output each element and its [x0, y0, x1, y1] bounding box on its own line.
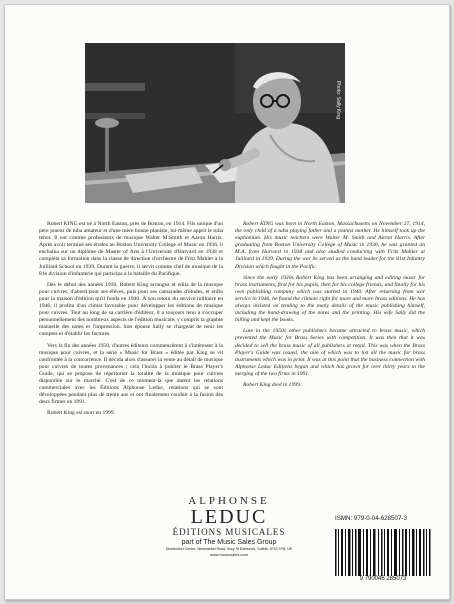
photo-illustration: [85, 43, 345, 203]
ismn-number: ISMN: 979-0-04-628507-3: [335, 515, 407, 522]
publisher-website: www.musicsales.com: [209, 552, 248, 557]
barcode: [327, 527, 439, 583]
portrait-photo: [85, 43, 345, 203]
english-paragraph: Robert KING was born in North Easton, Massachusetts on November 27, 1914, the only child of a tuba playing father and a pianist mother. He himself took up the euphonium. His music teachers were Walter M. Smith and Aaron Harris. After graduating from Boston University College of Music in 1936, he was granted an M.A. from Harvard in 1938 and also studied conducting with Fritz Mahler at Juilliard in 1939. During the war he served as the band leader for the 81st Infantry Division which fought in the Pacific.: [235, 221, 425, 270]
photo-credit: Photo: Sally King: [335, 80, 341, 119]
barcode-number: 9 790046 285073: [327, 576, 439, 582]
french-paragraph: Robert King est mort en 1999.: [47, 410, 116, 417]
english-biography: [235, 221, 425, 393]
french-paragraph: Vers la fin des années 1950, d'autres éditeurs commencèrent à s'intéresser à la musique pour cuivres, et la série « Music for Brass » éditée par King se vit confrontée à la concurrence. Il décida alors d'assurer la vente au détail de musique pour cuivres de toutes provenances ; cela l'incita à publier le Brass Player's Guide, qui se propose de répertorier la totalité de la musique pour cuivres disponible sur le marché. C'est de ce moment-là que datent les relations commerciales avec les Éditions Alphonse Leduc, relations qui se sont développées pendant plus de trente ans et ont finalement conduit à la fusion des deux firmes en 1991.: [39, 342, 223, 406]
english-paragraph: Robert King died in 1999.: [243, 381, 302, 388]
publisher-address: Distribution Centre, Newmarket Road, Bury St Edmunds, Suffolk, IP33 3YB, UK: [165, 547, 293, 551]
back-cover-page: [4, 4, 450, 600]
publisher-logo: [149, 495, 309, 557]
french-paragraph: Robert KING est né à North Easton, près de Boston, en 1914. Fils unique d'un père joueur de tuba amateur et d'une mère bonne pianiste, lui-même apprit le tuba ténor. Il eut comme professeurs de musique Walter M.Smith et Aaron Harris. Après avoir terminé ses études au Boston University College of Music en 1936, il enchaîna sur un diplôme de Master of Arts à l'Université d'Harvard en 1938 et compléta sa formation dans la classe de direction d'orchestre de Fritz Mahler à la Juilliard School en 1939. Durant la guerre, il servit comme chef de musique de la 81e division d'infanterie qui participa à la bataille du Pacifique.: [39, 221, 223, 277]
publisher-line-3: ÉDITIONS MUSICALES: [172, 527, 286, 537]
publisher-group: part of The Music Sales Group: [181, 539, 277, 546]
publisher-line-1: ALPHONSE: [188, 495, 270, 507]
english-paragraph: Since the early 1930s Robert King has been arranging and editing music for brass instruments, first for his pupils, then for his college friends, and finally for his own publishing company which was started in 1940. After returning from war service in 1946, he found the climate right for more and more brass editions. He has always insisted on tending to the many details of the music publishing himself, including the hand-drawing of the notes and the printing. His wife Sally did the billing and kept the books.: [235, 274, 425, 324]
french-paragraph: Dès le début des années 1930, Robert King arrangea et édita de la musique pour cuivres, d'abord pour ses élèves, puis pour ses camarades d'études, et enfin pour la maison d'édition qu'il fonda en 1940. À son retour du service militaire en 1946, il profita d'un climat favorable pour développer les éditions de musique pour cuivres. Tout au long de sa carrière d'éditeur, il a toujours tenu à s'occuper personnellement des nombreux aspects de l'édition musicale, y compris la graphie manuelle des notes et l'impression. Son épouse Sally se chargeait de tenir les comptes et d'établir les factures.: [39, 281, 223, 338]
french-biography: [39, 221, 223, 421]
publisher-line-2: LEDUC: [190, 506, 268, 528]
english-paragraph: Late in the 1950s other publishers became attracted to brass music, which prevented the Music for Brass Series with competition. It was then that it was decided to sell the brass music of all publishers at retail. This was when the Brass Player's Guide was issued, the aim of which was to list all the music for brass instruments which was in print. It was at this point that the business connection with Alphonse Leduc Editions began and which has grown for over thirty years to the merging of the two firms in 1991.: [235, 328, 425, 377]
